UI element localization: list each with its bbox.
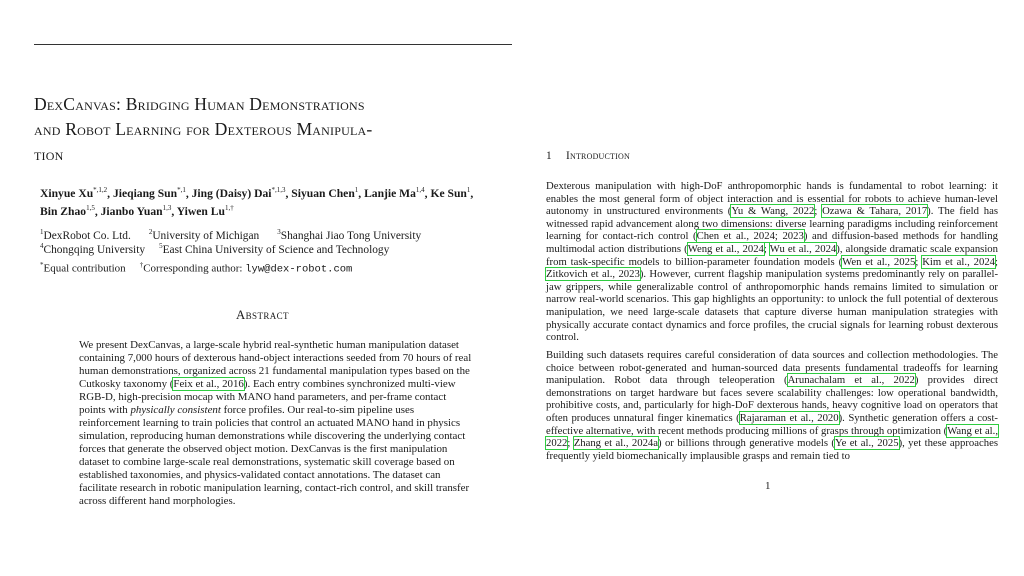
abstract-text: We present DexCanvas, a large-scale hybrid real-synthetic human manipulation dataset containing 7,000 hours of dexterous hand-object interactions seeded from 70 hours of real human demonstrations, organized across 21 fundamental manipulation types based on the Cutkosky taxonomy (Feix et al., 2016). Each entry combines synchronized multi-view RGB-D, high-precision mocap with MANO hand parameters, and per-frame contact points with physically consistent force profiles. Our real-to-sim pipeline uses reinforcement learning to train policies that control an actuated MANO hand in physics simulation, reproducing human demonstrations while discovering the underlying contact forces that generate the observed object motion. DexCanvas is the first manipulation dataset to combine large-scale real demonstrations, systematic skill coverage based on established taxonomies, and physics-validated contact annotations. The dataset can facilitate research in robotic manipulation learning, contact-rich control, and skill transfer across different hand morphologies. [79,339,472,507]
section-number: 1 [546,150,552,162]
author: Xinyue $Xu^{*,1,2}$, [40,186,113,200]
paper-title [34,92,524,167]
section-title: Introduction [566,150,630,162]
affiliation: Shanghai Jiao Tong University [280,229,422,242]
corresponding-label: Corresponding author: [143,262,246,275]
emphasis: physically consistent [130,404,221,416]
author: Jianbo Yuan$^{1,3}$, [100,204,177,219]
abstract-heading: Abstract [236,308,289,322]
intro-paragraph-2: Building such datasets requires careful consideration of data sources and collection methodologies. The choice between robot-generated and human-sourced data presents fundamental tradeoffs for learning manipulation. Robot data through teleoperation (Arunachalam et al., 2022) provides direct demonstrations on target hardware but faces severe scalability challenges: low operational bandwidth, prohibitive costs, and, particularly for high-DoF dexterous hands, heavy cognitive load on operators that often produces unnatural finger kinematics (Rajaraman et al., 2020). Synthetic generation offers a cost-effective alternative, with recent methods producing millions of grasps through optimization (Wang et al., 2022; Zhang et al., 2024a) or billions through generative models (Ye et al., 2025), yet these approaches frequently yield biomechanically implausible grasps and remain tied to [546,349,999,462]
citation-link[interactable]: Arunachalam et al., 2022 [787,374,915,387]
citation-link[interactable]: Feix et al., 2016 [173,378,244,390]
author: Jing (Daisy) Dai$^{*,1,3}$, [191,186,292,200]
author: Yiwen $Lu^{1,\dagger}$ [176,204,234,219]
intro-paragraph-1: Dexterous manipulation with high-DoF anthropomorphic hands is fundamental to robot learning: it enables the most general form of object interaction and is essential for robots to achieve human-level autonomy in unstructured environments (Yu & Wang, 2022; Ozawa & Tahara, 2017). The field has witnessed rapid advancement along two dimensions: diverse learning paradigms including reinforcement learning for contact-rich control (Chen et al., 2024; 2023) and diffusion-based methods for handling multimodal action distributions (Weng et al., 2024; Wu et al., 2024), alongside dramatic scale expansion from task-specific models to billion-parameter foundation models (Wen et al., 2025; Kim et al., 2024; Zitkovich et al., 2023). However, current flagship manipulation systems predominantly rely on parallel-jaw grippers, while generalizable control of anthropomorphic hands remains limited to simulation or narrow real-world scenarios. This gap highlights an opportunity: to unlock the full potential of dexterous manipulation, we need large-scale datasets that capture diverse human manipulation strategies with physically accurate contact dynamics and force profiles, the crucial signals for learning robust dexterous control. [546,180,998,344]
citation-link[interactable]: Kim et al., 2024 [922,255,996,268]
contribution-note: *Equal contribution †Corresponding author: lyw@dex-robot.com [40,261,353,276]
citation-link[interactable]: Rajaraman et al., 2020 [739,411,839,424]
author: Lanjie Ma$^{1,4}$, [364,186,431,200]
author: Jieqiang Sun$^{*,1}$, [112,186,192,200]
citation-link[interactable]: Yu & Wang, 2022 [731,205,815,218]
citation-link[interactable]: Wen et al., 2025 [842,255,916,268]
corresponding-email[interactable]: lyw@dex-robot.com [245,263,353,276]
affiliations-line-2: $^4$Chongqing University $^5$East China University of Science and Technology [40,242,390,256]
citation-link[interactable]: Wu et al., 2024 [769,242,837,255]
section-heading [546,150,630,162]
affiliation: Chongqing University [43,243,146,256]
author: Bin Zhao$^{1,5}$, [40,204,101,219]
citation-link[interactable]: Zitkovich et al., 2023 [546,268,640,281]
author-list [40,183,520,220]
title-line: and Robot Learning for Dexterous Manipula- [34,119,373,139]
title-line: tion [34,144,64,164]
affiliation: East China University of Science and Technology [162,243,390,256]
citation-link[interactable]: Weng et al., 2024 [687,242,764,255]
affiliation: DexRobot Co. Ltd. [43,229,131,242]
citation-link[interactable]: Zhang et al., 2024a [573,437,659,450]
citation-link[interactable]: Chen et al., 2024; 2023 [696,230,804,243]
equal-contribution: Equal contribution [43,262,126,275]
citation-link[interactable]: Wang et al., 2022 [546,424,998,450]
title-line: DexCanvas: Bridging Human Demonstrations [34,94,365,114]
affiliation: University of Michigan [152,229,260,242]
affiliations-line-1: $^1$DexRobot Co. Ltd. $^2$University of Michigan $^3$Shanghai Jiao Tong University [40,228,422,242]
page-number: 1 [765,480,771,492]
citation-link[interactable]: Ye et al., 2025 [834,437,899,450]
citation-link[interactable]: Ozawa & Tahara, 2017 [822,205,928,218]
top-rule [34,44,512,45]
author: Ke Sun$^1$, [430,186,474,200]
author: Siyuan Chen$^1$, [291,186,365,200]
